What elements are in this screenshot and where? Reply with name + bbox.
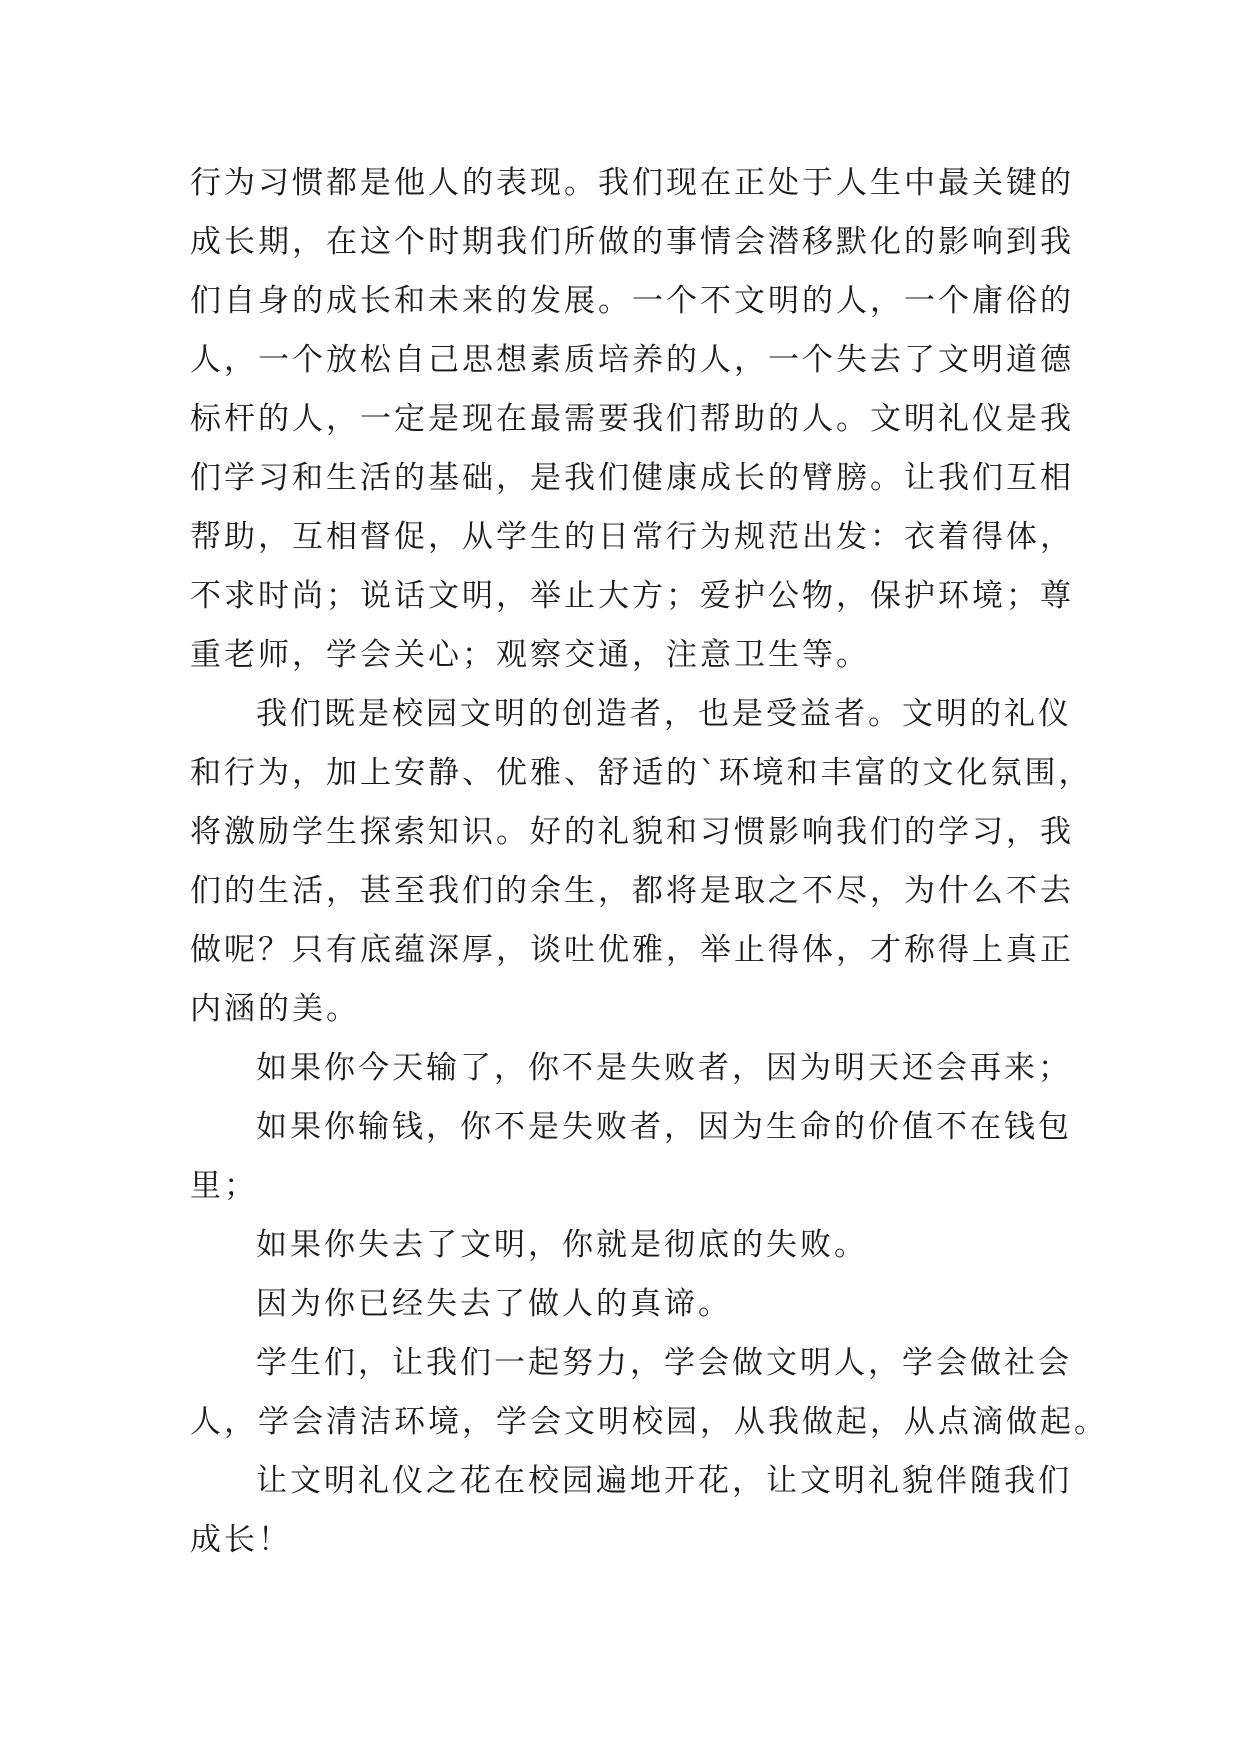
text-line: 们学习和生活的基础，是我们健康成长的臂膀。让我们互相 [190, 460, 1074, 496]
text-line: 里； [190, 1168, 258, 1204]
paragraph-start-line: 我们既是校园文明的创造者，也是受益者。文明的礼仪 [256, 696, 1072, 732]
paragraph-start-line: 因为你已经失去了做人的真谛。 [256, 1286, 732, 1322]
text-line: 内涵的美。 [190, 991, 360, 1027]
text-line: 将激励学生探索知识。好的礼貌和习惯影响我们的学习，我 [190, 814, 1074, 850]
text-line: 标杆的人，一定是现在最需要我们帮助的人。文明礼仪是我 [190, 401, 1074, 437]
text-line: 帮助，互相督促，从学生的日常行为规范出发：衣着得体， [190, 519, 1074, 555]
text-line: 成长期，在这个时期我们所做的事情会潜移默化的影响到我 [190, 224, 1074, 260]
text-line: 人，一个放松自己思想素质培养的人，一个失去了文明道德 [190, 342, 1074, 378]
text-line: 们自身的成长和未来的发展。一个不文明的人，一个庸俗的 [190, 283, 1074, 319]
text-line: 做呢？只有底蕴深厚，谈吐优雅，举止得体，才称得上真正 [190, 932, 1074, 968]
text-line: 行为习惯都是他人的表现。我们现在正处于人生中最关键的 [190, 165, 1074, 201]
text-line: 们的生活，甚至我们的余生，都将是取之不尽，为什么不去 [190, 873, 1074, 909]
text-line: 人，学会清洁环境，学会文明校园，从我做起，从点滴做起。 [190, 1404, 1108, 1440]
text-line: 不求时尚；说话文明，举止大方；爱护公物，保护环境；尊 [190, 578, 1074, 614]
paragraph-start-line: 如果你输钱，你不是失败者，因为生命的价值不在钱包 [256, 1109, 1072, 1145]
paragraph-start-line: 让文明礼仪之花在校园遍地开花，让文明礼貌伴随我们 [256, 1463, 1072, 1499]
paragraph-start-line: 学生们，让我们一起努力，学会做文明人，学会做社会 [256, 1345, 1072, 1381]
body-text [190, 154, 1108, 1570]
paragraph-start-line: 如果你今天输了，你不是失败者，因为明天还会再来； [256, 1050, 1072, 1086]
text-line: 成长！ [190, 1522, 292, 1558]
text-line: 和行为，加上安静、优雅、舒适的`环境和丰富的文化氛围， [190, 755, 1093, 791]
text-line: 重老师，学会关心；观察交通，注意卫生等。 [190, 637, 870, 673]
paragraph-start-line: 如果你失去了文明，你就是彻底的失败。 [256, 1227, 868, 1263]
